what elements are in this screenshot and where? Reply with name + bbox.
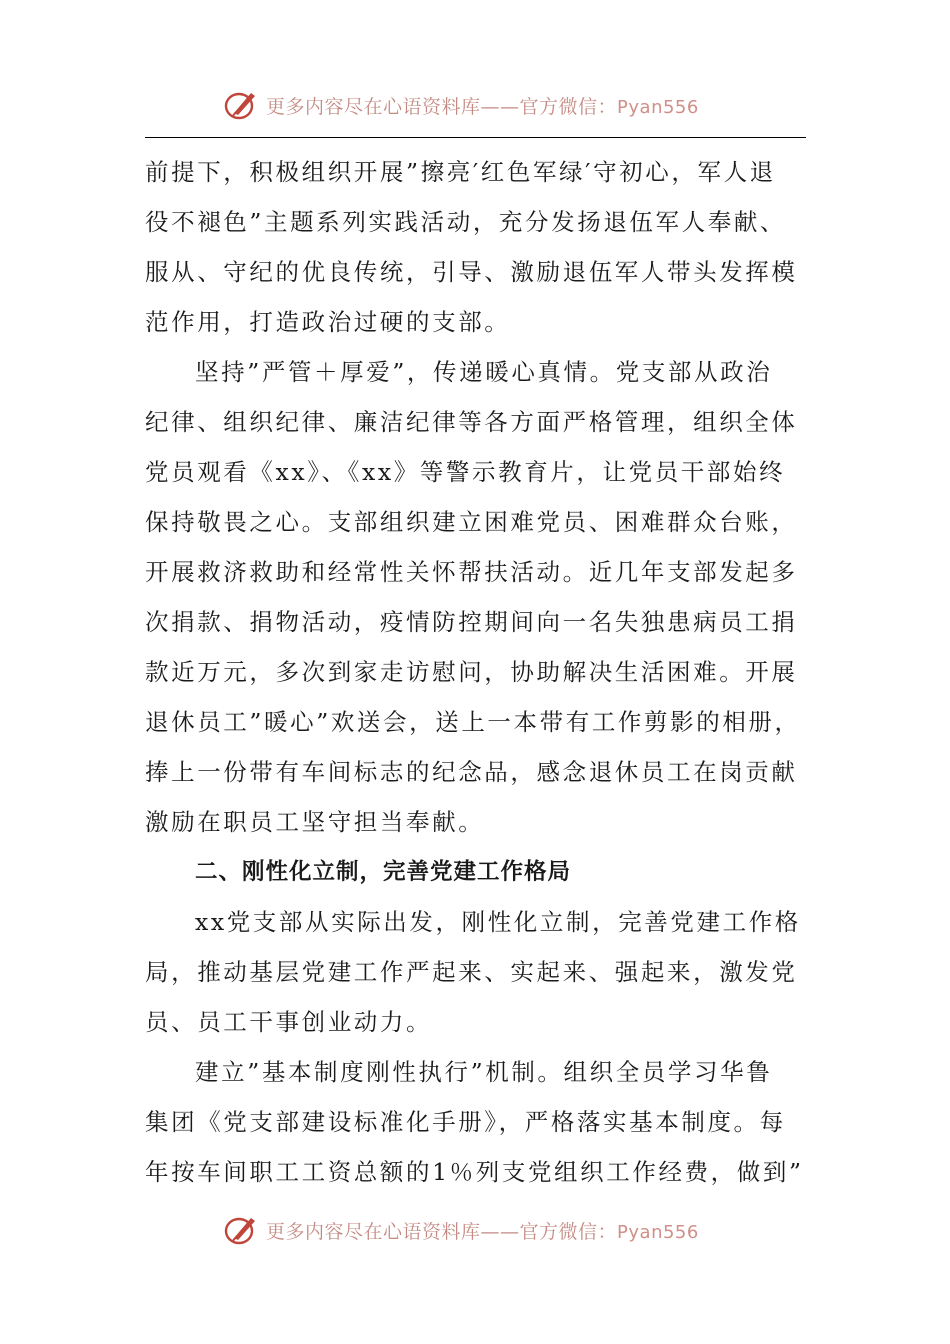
watermark-main: 更多内容尽在心语资料库 [266,95,481,118]
text-line: 纪律、组织纪律、廉洁纪律等各方面严格管理，组织全体 [145,408,798,436]
text-line: 次捐款、捐物活动，疫情防控期间向一名失独患病员工捐 [145,608,798,636]
watermark-label: 官方微信： [519,95,618,118]
text-line: 前提下，积极组织开展”擦亮′红色军绿′守初心，军人退 [145,158,776,186]
text-line: 激励在职员工坚守担当奉献。 [145,808,485,836]
text-line: 集团《党支部建设标准化手册》，严格落实基本制度。每 [145,1108,786,1136]
watermark-sep: —— [480,95,520,118]
text-line: 员、员工干事创业动力。 [145,1008,433,1036]
text-line: 服从、守纪的优良传统，引导、激励退伍军人带头发挥模 [145,258,798,286]
watermark-label: 官方微信： [519,1220,618,1243]
text-line: 役不褪色”主题系列实践活动，充分发扬退伍军人奉献、 [145,208,787,236]
text-line: 保持敬畏之心。支部组织建立困难党员、困难群众台账， [145,508,798,536]
section-heading: 二、刚性化立制，完善党建工作格局 [195,859,572,885]
text-line: 党员观看《xx》、《xx》等警示教育片，让党员干部始终 [145,458,786,486]
header-divider [145,137,806,138]
text-line: 开展救济救助和经常性关怀帮扶活动。近几年支部发起多 [145,558,798,586]
watermark-main: 更多内容尽在心语资料库 [266,1220,481,1243]
text-line: 范作用，打造政治过硬的支部。 [145,308,511,336]
text-line: 款近万元，多次到家走访慰问，协助解决生活困难。开展 [145,658,798,686]
watermark-text [266,1217,699,1244]
header-watermark [224,85,744,125]
quill-logo-icon [224,1212,260,1248]
watermark-id: Pyan556 [617,1221,699,1243]
text-line: 退休员工”暖心”欢送会，送上一本带有工作剪影的相册， [145,708,801,736]
text-line: xx党支部从实际出发，刚性化立制，完善党建工作格 [195,908,801,936]
watermark-sep: —— [480,1220,520,1243]
watermark-text [266,92,699,119]
footer-watermark [224,1210,744,1250]
document-body [145,147,817,1197]
text-line: 坚持”严管＋厚爱”，传递暖心真情。党支部从政治 [195,358,773,386]
text-line: 建立”基本制度刚性执行”机制。组织全员学习华鲁 [195,1058,773,1086]
text-line: 年按车间职工工资总额的1％列支党组织工作经费，做到” [145,1158,804,1186]
watermark-id: Pyan556 [617,96,699,118]
text-line: 局，推动基层党建工作严起来、实起来、强起来，激发党 [145,958,798,986]
text-line: 捧上一份带有车间标志的纪念品，感念退休员工在岗贡献 [145,758,798,786]
quill-logo-icon [224,87,260,123]
